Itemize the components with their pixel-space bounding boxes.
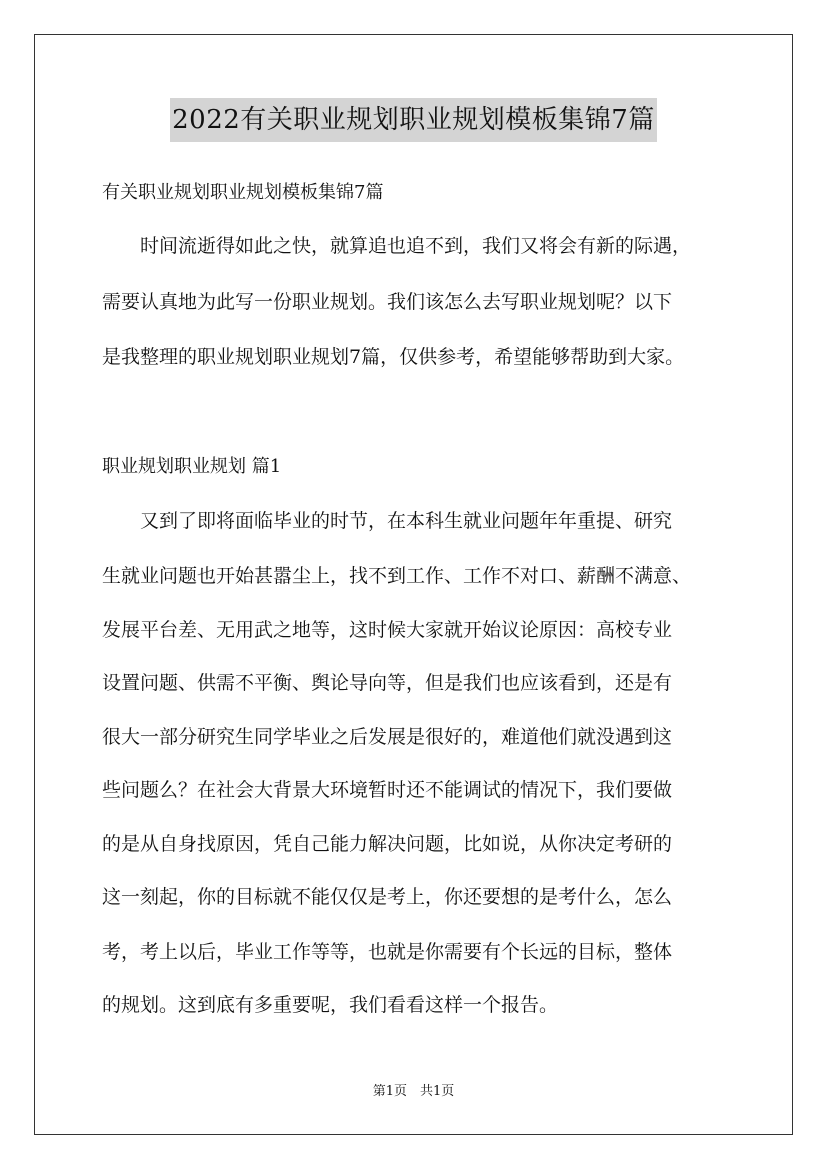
title-container [0,98,827,142]
body-line: 的规划。这到底有多重要呢，我们看看这样一个报告。 [102,994,559,1016]
section-heading: 职业规划职业规划 篇1 [102,456,282,477]
body-line: 考，考上以后，毕业工作等等，也就是你需要有个长远的目标，整体 [102,941,673,963]
body-line: 些问题么？在社会大背景大环境暂时还不能调试的情况下，我们要做 [102,779,673,801]
intro-line: 是我整理的职业规划职业规划7篇，仅供参考，希望能够帮助到大家。 [102,346,685,368]
body-line: 设置问题、供需不平衡、舆论导向等，但是我们也应该看到，还是有 [102,672,673,694]
body-line: 生就业问题也开始甚嚣尘上，找不到工作、工作不对口、薪酬不满意、 [102,565,692,587]
body-line: 发展平台差、无用武之地等，这时候大家就开始议论原因：高校专业 [102,619,673,641]
document-title: 2022有关职业规划职业规划模板集锦7篇 [170,98,657,142]
document-subtitle: 有关职业规划职业规划模板集锦7篇 [102,182,384,203]
body-line: 又到了即将面临毕业的时节，在本科生就业问题年年重提、研究 [102,510,673,532]
body-line: 的是从自身找原因，凭自己能力解决问题，比如说，从你决定考研的 [102,833,673,855]
page-number: 第1页 共1页 [372,1084,455,1099]
intro-line: 时间流逝得如此之快，就算追也追不到，我们又将会有新的际遇， [102,235,692,257]
body-line: 这一刻起，你的目标就不能仅仅是考上，你还要想的是考什么，怎么 [102,886,673,908]
intro-line: 需要认真地为此写一份职业规划。我们该怎么去写职业规划呢？以下 [102,291,673,313]
body-line: 很大一部分研究生同学毕业之后发展是很好的，难道他们就没遇到这 [102,726,673,748]
